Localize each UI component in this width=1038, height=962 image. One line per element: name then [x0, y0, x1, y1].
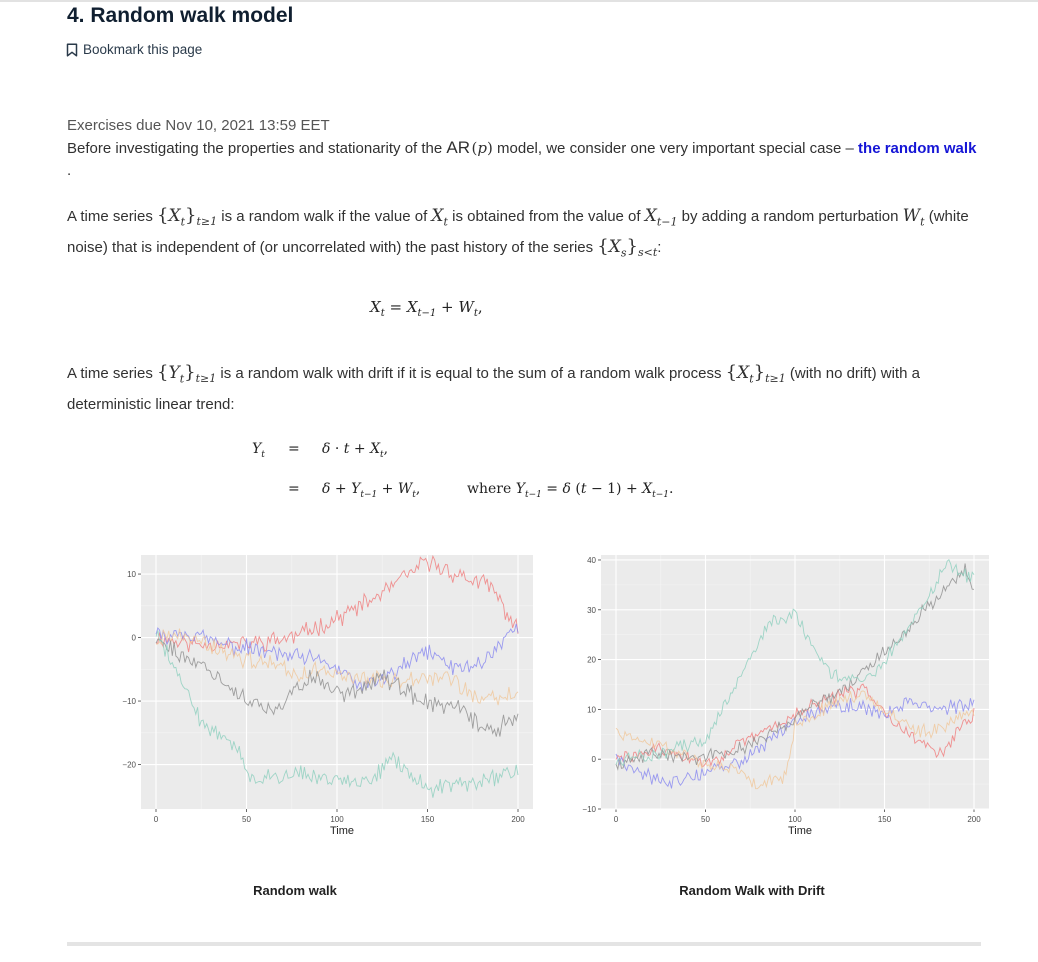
x-tick-label: 50 — [242, 815, 251, 824]
x-tick-label: 100 — [330, 815, 344, 824]
x-tick-label: 150 — [877, 815, 892, 824]
y-tick-label: 20 — [587, 655, 596, 665]
y-tick-label: 40 — [587, 555, 596, 565]
bookmark-icon — [66, 43, 78, 57]
random-walk-equation: $X_t = X_{t-1} + W_t$, — [370, 298, 483, 319]
drift-definition: A time series $\{Y_t\}_{t\ge 1}$ is a random walk with drift if it is equal to the sum of a random walk process $\{X_t\}_{t\ge 1}$ (with no drift) with a deterministic linear trend: — [67, 362, 920, 414]
bookmark-label: Bookmark this page — [83, 42, 203, 57]
y-tick-label: 10 — [587, 705, 596, 715]
random-walk-definition: A time series $\{X_t\}_{t\ge 1}$ is a random walk if the value of $X_t$ is obtained from the value of $X_{t-1}$ by adding a random perturbation $W_t$ (white noise) that is independent of (or uncorrelated with) the past history of the series $\{X_s\}_{s<t}$: — [67, 205, 969, 260]
y-tick-label: −20 — [122, 760, 136, 770]
x-tick-label: 0 — [613, 815, 619, 824]
bottom-divider — [67, 942, 981, 946]
x-tick-label: 200 — [511, 815, 525, 824]
x-tick-label: 150 — [420, 815, 435, 824]
random-walk-drift-plot — [570, 550, 995, 840]
y-tick-label: 30 — [587, 605, 596, 615]
top-border — [0, 0, 1038, 2]
y-tick-label: −10 — [582, 805, 596, 814]
bookmark-button[interactable] — [66, 42, 202, 57]
y-tick-label: 0 — [131, 633, 136, 643]
x-tick-label: 0 — [153, 815, 159, 824]
random-walk-link[interactable]: the random walk — [858, 140, 977, 157]
x-tick-label: 100 — [788, 815, 802, 824]
random-walk-caption: Random walk — [253, 883, 337, 898]
page-title: 4. Random walk model — [67, 4, 294, 27]
x-axis-label: Time — [787, 825, 813, 837]
random-walk-drift-caption: Random Walk with Drift — [679, 883, 825, 898]
y-tick-label: 0 — [591, 755, 596, 765]
y-tick-label: −10 — [122, 697, 136, 707]
y-tick-label: 10 — [127, 570, 136, 580]
random-walk-plot — [110, 550, 540, 840]
x-tick-label: 200 — [967, 815, 981, 824]
x-tick-label: 50 — [701, 815, 710, 824]
x-axis-label: Time — [329, 825, 355, 837]
intro-paragraph: Before investigating the properties and stationarity of the AR (p) model, we consider one very important special case – the random walk . — [67, 138, 977, 179]
due-date: Exercises due Nov 10, 2021 13:59 EET — [67, 117, 330, 134]
